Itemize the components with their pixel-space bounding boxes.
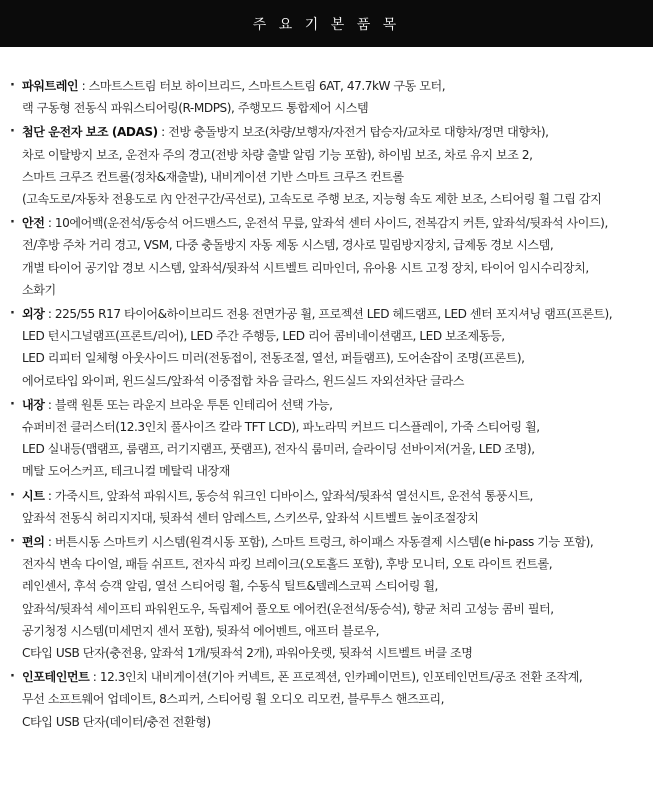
line-text: : 가죽시트, 앞좌석 파워시트, 동승석 워크인 디바이스, 앞좌석/뒷좌석 열선시트, 운전석 통풍시트, — [44, 488, 533, 503]
section-line: 랙 구동형 전동식 파워스티어링(R-MDPS), 주행모드 통합제어 시스템 — [22, 101, 369, 116]
line-text: : 버튼시동 스마트키 시스템(원격시동 포함), 스마트 트렁크, 하이패스 자동결제 시스템(e hi-pass 기능 포함), — [44, 535, 594, 550]
section-line: LED 실내등(맵램프, 룸램프, 러기지램프, 풋램프), 전자식 룸미러, 슬라이딩 선바이저(거울, LED 조명), — [22, 442, 535, 457]
section-line: C타입 USB 단자(데이터/충전 전환형) — [22, 714, 211, 729]
section-powertrain — [0, 75, 653, 119]
section-line — [22, 212, 653, 234]
bullet-icon: · — [10, 534, 15, 550]
bullet-icon: · — [10, 396, 15, 412]
section-line — [22, 531, 653, 553]
section-line: 소화기 — [22, 282, 56, 297]
bullet-icon: · — [10, 487, 15, 503]
bullet-icon: · — [10, 306, 15, 322]
section-line: 스마트 크루즈 컨트롤(정차&재출발), 내비게이션 기반 스마트 크루즈 컨트롤 — [22, 169, 404, 184]
section-line: 에어로타입 와이퍼, 윈드실드/앞좌석 이중접합 차음 글라스, 윈드실드 자외선차단 글라스 — [22, 373, 464, 388]
bullet-icon: · — [10, 124, 15, 140]
section-line: LED 턴시그널램프(프론트/리어), LED 주간 주행등, LED 리어 콤비네이션램프, LED 보조제동등, — [22, 329, 505, 344]
section-line: 전자식 변속 다이얼, 패들 쉬프트, 전자식 파킹 브레이크(오토홀드 포함), 후방 모니터, 오토 라이트 컨트롤, — [22, 557, 553, 572]
bullet-icon: · — [10, 215, 15, 231]
section-title: 첨단 운전자 보조 (ADAS) — [22, 125, 158, 140]
section-line — [22, 303, 653, 325]
section-line — [22, 485, 653, 507]
line-text: : 스마트스트림 터보 하이브리드, 스마트스트림 6AT, 47.7kW 구동 모터, — [78, 79, 446, 93]
section-line — [22, 666, 653, 688]
section-seats — [0, 485, 653, 529]
line-text: : 225/55 R17 타이어&하이브리드 전용 전면가공 휠, 프로젝션 LED 헤드램프, LED 센터 포지셔닝 램프(프론트), — [44, 307, 613, 322]
section-line: 차로 이탈방지 보조, 운전자 주의 경고(전방 차량 출발 알림 기능 포함), 하이빔 보조, 차로 유지 보조 2, — [22, 147, 533, 162]
section-line: 앞좌석 전동식 허리지지대, 뒷좌석 센터 암레스트, 스키쓰루, 앞좌석 시트벨트 높이조절장치 — [22, 510, 479, 525]
section-infotainment — [0, 666, 653, 733]
section-convenience — [0, 531, 653, 664]
section-line: 레인센서, 후석 승객 알림, 열선 스티어링 휠, 수동식 틸트&텔레스코픽 스티어링 휠, — [22, 579, 438, 594]
section-line: 전/후방 주차 거리 경고, VSM, 다중 충돌방지 자동 제동 시스템, 경사로 밀림방지장치, 급제동 경보 시스템, — [22, 238, 554, 253]
section-line: 공기청정 시스템(미세먼지 센서 포함), 뒷좌석 에어벤트, 애프터 블로우, — [22, 623, 379, 638]
header-bar — [0, 0, 653, 47]
section-title: 시트 — [22, 488, 45, 503]
section-line — [22, 394, 653, 416]
line-text: : 전방 충돌방지 보조(차량/보행자/자전거 탑승자/교차로 대향차/정면 대향차), — [157, 125, 549, 140]
section-title: 외장 — [22, 307, 45, 322]
section-title: 편의 — [22, 535, 45, 550]
section-title: 파워트레인 — [22, 79, 79, 93]
line-text: : 12.3인치 내비게이션(기아 커넥트, 폰 프로젝션, 인카페이먼트), 인포테인먼트/공조 전환 조작계, — [89, 670, 583, 685]
section-exterior — [0, 303, 653, 392]
section-line: (고속도로/자동차 전용도로 內 안전구간/곡선로), 고속도로 주행 보조, 지능형 속도 제한 보조, 스티어링 휠 그립 감지 — [22, 192, 602, 207]
bullet-icon: · — [10, 669, 15, 685]
section-line: LED 리피터 일체형 아웃사이드 미러(전동접이, 전동조절, 열선, 퍼들램프), 도어손잡이 조명(프론트), — [22, 351, 525, 366]
section-safety — [0, 212, 653, 301]
section-title: 인포테인먼트 — [22, 670, 90, 685]
section-title: 내장 — [22, 397, 45, 412]
section-line: 개별 타이어 공기압 경보 시스템, 앞좌석/뒷좌석 시트벨트 리마인더, 유아용 시트 고정 장치, 타이어 임시수리장치, — [22, 260, 589, 275]
section-line: 메탈 도어스커프, 테크니컬 메탈릭 내장재 — [22, 464, 230, 479]
section-interior — [0, 394, 653, 483]
section-line — [22, 121, 653, 143]
section-line: 앞좌석/뒷좌석 세이프티 파워윈도우, 독립제어 풀오토 에어컨(운전석/동승석), 향균 처리 고성능 콤비 필터, — [22, 601, 554, 616]
section-line: C타입 USB 단자(충전용, 앞좌석 1개/뒷좌석 2개), 파워아웃렛, 뒷좌석 시트벨트 버클 조명 — [22, 646, 473, 661]
section-title: 안전 — [22, 216, 45, 231]
page-title: 주 요 기 본 품 목 — [252, 16, 401, 33]
section-line: 무선 소프트웨어 업데이트, 8스피커, 스티어링 휠 오디오 리모컨, 블루투스 핸즈프리, — [22, 692, 445, 707]
line-text: : 10에어백(운전석/동승석 어드밴스드, 운전석 무릎, 앞좌석 센터 사이드, 전복감지 커튼, 앞좌석/뒷좌석 사이드), — [44, 216, 608, 231]
section-line — [22, 75, 653, 97]
section-line: 슈퍼비전 클러스터(12.3인치 풀사이즈 칼라 TFT LCD), 파노라믹 커브드 디스플레이, 가죽 스티어링 휠, — [22, 420, 540, 435]
feature-list — [0, 47, 653, 733]
line-text: : 블랙 원톤 또는 라운지 브라운 투톤 인테리어 선택 가능, — [44, 397, 333, 412]
bullet-icon: · — [10, 78, 15, 93]
section-adas — [0, 121, 653, 210]
